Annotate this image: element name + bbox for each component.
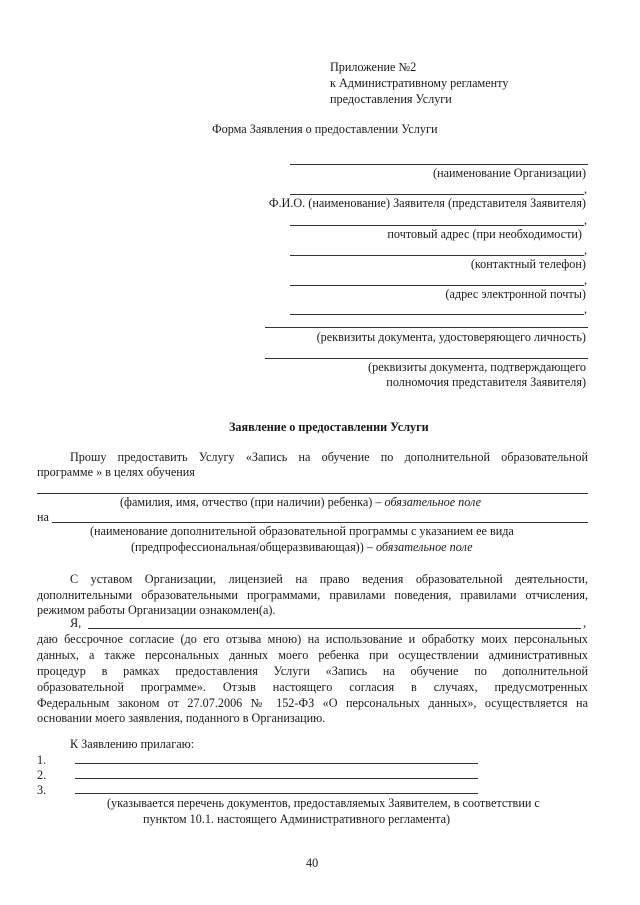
consent-line-3: процедур в рамках предоставления Услуги «Запись на обучение по дополнительной bbox=[37, 664, 588, 678]
acknowledge-line-2: дополнительными образовательными программами, правилами поведения, правилами отчисления, bbox=[37, 588, 588, 602]
comma: , bbox=[584, 182, 588, 196]
statement-title: Заявление о предоставлении Услуги bbox=[229, 420, 429, 434]
comma: , bbox=[584, 213, 588, 227]
request-line-2: программе » в целях обучения bbox=[37, 465, 195, 479]
applicant-name-line bbox=[290, 194, 584, 195]
child-name-hint: (фамилия, имя, отчество (при наличии) ребенка) – обязательное поле bbox=[120, 495, 482, 509]
form-title: Форма Заявления о предоставлении Услуги bbox=[212, 122, 438, 136]
comma: , bbox=[583, 616, 587, 630]
comma: , bbox=[584, 302, 588, 316]
consent-name-line bbox=[88, 628, 581, 629]
attachment-number-3: 3. bbox=[37, 783, 47, 797]
comma: , bbox=[584, 273, 588, 287]
attachments-title: К Заявлению прилагаю: bbox=[70, 737, 195, 751]
attachment-line-1 bbox=[75, 763, 478, 764]
org-name-hint: (наименование Организации) bbox=[433, 166, 586, 180]
id-document-hint: (реквизиты документа, удостоверяющего личность) bbox=[316, 330, 586, 344]
email-hint: (адрес электронной почты) bbox=[445, 287, 586, 301]
attachment-number-2: 2. bbox=[37, 768, 47, 782]
phone-hint: (контактный телефон) bbox=[470, 257, 586, 271]
rep-document-hint-2: полномочия представителя Заявителя) bbox=[386, 375, 586, 389]
appendix-service: предоставления Услуги bbox=[330, 92, 452, 106]
rep-document-hint-1: (реквизиты документа, подтверждающего bbox=[368, 360, 586, 374]
program-hint-1: (наименование дополнительной образовательной программы с указанием ее вида bbox=[90, 524, 514, 538]
applicant-name-hint: Ф.И.О. (наименование) Заявителя (представителя Заявителя) bbox=[268, 196, 586, 210]
postal-address-line bbox=[290, 225, 584, 226]
org-name-line bbox=[290, 164, 588, 165]
attachments-hint-1: (указывается перечень документов, предоставляемых Заявителем, в соответствии с bbox=[107, 796, 540, 810]
appendix-number: Приложение №2 bbox=[330, 60, 417, 74]
attachments-hint-2: пунктом 10.1. настоящего Административного регламента) bbox=[143, 812, 451, 826]
page-number: 40 bbox=[306, 856, 319, 870]
child-name-line bbox=[37, 493, 588, 494]
consent-line-2: данных, а также персональных данных моего ребенка при осуществлении административных bbox=[37, 648, 588, 662]
appendix-regulation: к Административному регламенту bbox=[330, 76, 509, 90]
email-line bbox=[290, 285, 584, 286]
request-line-1: Прошу предоставить Услугу «Запись на обучение по дополнительной образовательной bbox=[70, 450, 588, 464]
program-name-line bbox=[52, 522, 588, 523]
on-label: на bbox=[37, 510, 49, 524]
consent-line-1: даю бессрочное согласие (до его отзыва мною) на использование и обработку моих персональных bbox=[37, 632, 588, 646]
attachment-line-2 bbox=[75, 778, 478, 779]
postal-address-hint: почтовый адрес (при необходимости) bbox=[387, 227, 582, 241]
rep-document-line bbox=[265, 358, 588, 359]
acknowledge-line-1: С уставом Организации, лицензией на право ведения образовательной деятельности, bbox=[70, 572, 588, 586]
consent-line-5: Федеральным законом от 27.07.2006 № 152-ФЗ «О персональных данных», осуществляется на bbox=[37, 696, 588, 710]
id-document-line-b bbox=[265, 327, 588, 328]
attachment-number-1: 1. bbox=[37, 753, 47, 767]
acknowledge-line-3: режимом работы Организации ознакомлен(а). bbox=[37, 603, 276, 617]
id-document-line-a bbox=[290, 314, 584, 315]
phone-line bbox=[290, 255, 584, 256]
program-hint-2: (предпрофессиональная/общеразвивающая)) – обязательное поле bbox=[131, 540, 473, 554]
attachment-line-3 bbox=[75, 793, 478, 794]
comma: , bbox=[584, 243, 588, 257]
consent-i-label: Я, bbox=[70, 616, 82, 630]
consent-line-4: образовательной программе». Отзыв настоящего согласия в случаях, предусмотренных bbox=[37, 680, 588, 694]
consent-line-6: основании моего заявления, поданного в Организацию. bbox=[37, 711, 326, 725]
